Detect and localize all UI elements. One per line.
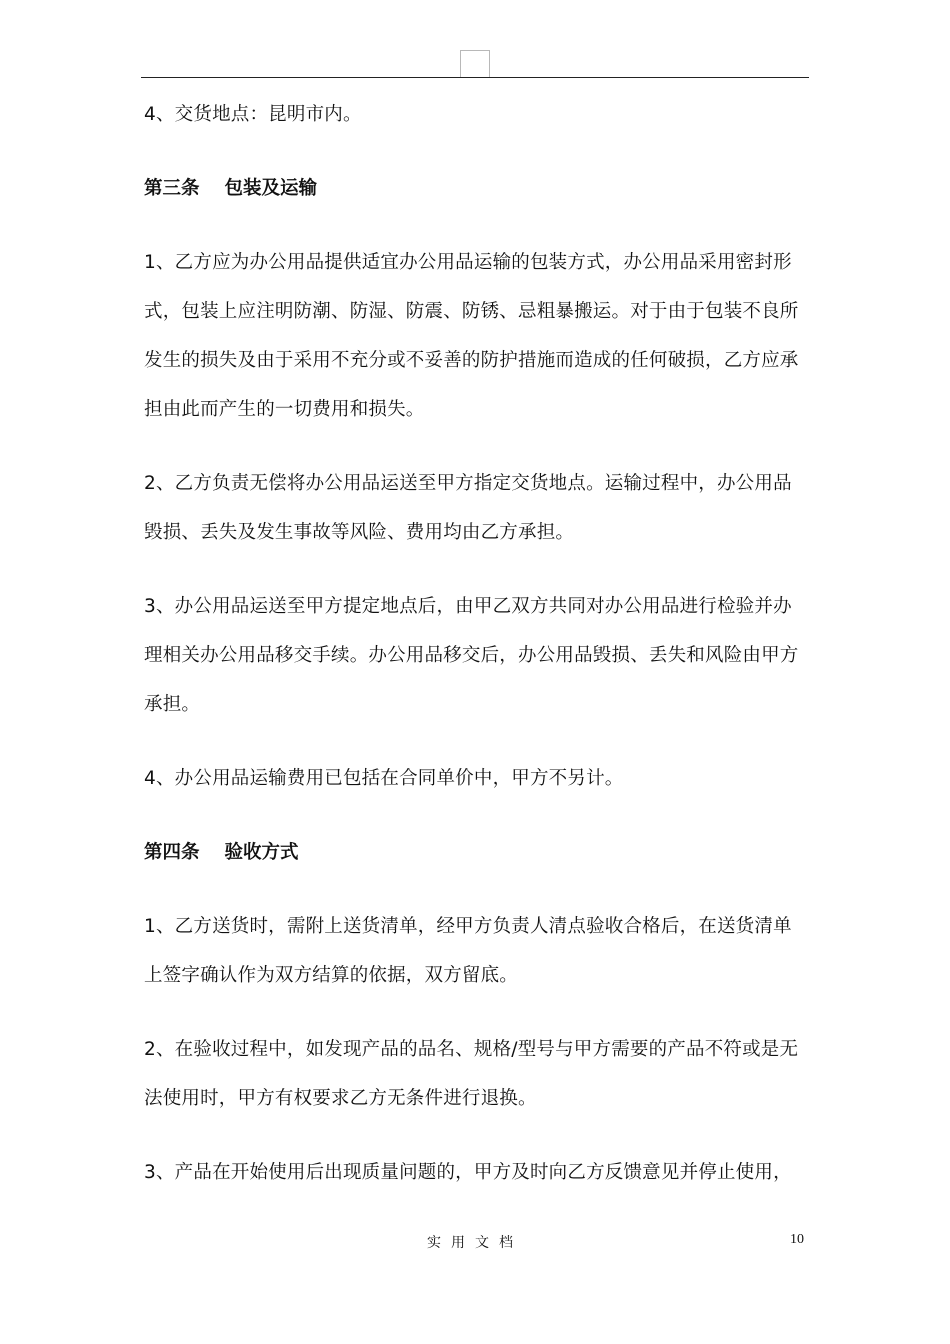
paragraph-line: 式，包装上应注明防潮、防湿、防震、防锈、忌粗暴搬运。对于由于包装不良所 xyxy=(144,301,799,322)
footer-title: 实用文档 xyxy=(427,1235,523,1251)
paragraph-line: 4、交货地点：昆明市内。 xyxy=(144,104,362,125)
paragraph xyxy=(144,459,816,557)
paragraph-line: 上签字确认作为双方结算的依据，双方留底。 xyxy=(144,965,519,986)
paragraph xyxy=(144,1148,816,1197)
paragraph xyxy=(144,754,816,803)
paragraph-line: 发生的损失及由于采用不充分或不妥善的防护措施而造成的任何破损，乙方应承 xyxy=(144,350,799,371)
paragraph-line: 4、办公用品运输费用已包括在合同单价中，甲方不另计。 xyxy=(144,768,624,789)
paragraph-line: 3、产品在开始使用后出现质量问题的，甲方及时向乙方反馈意见并停止使用， xyxy=(144,1162,792,1183)
paragraph-line: 2、乙方负责无偿将办公用品运送至甲方指定交货地点。运输过程中，办公用品 xyxy=(144,473,792,494)
paragraph-line: 3、办公用品运送至甲方提定地点后，由甲乙双方共同对办公用品进行检验并办 xyxy=(144,596,792,617)
paragraph-line: 毁损、丢失及发生事故等风险、费用均由乙方承担。 xyxy=(144,522,575,543)
section-heading: 第四条 验收方式 xyxy=(144,842,299,863)
header-rule xyxy=(141,77,809,78)
paragraph-line: 1、乙方应为办公用品提供适宜办公用品运输的包装方式，办公用品采用密封形 xyxy=(144,252,792,273)
document-body xyxy=(144,90,816,1222)
paragraph xyxy=(144,238,816,434)
paragraph xyxy=(144,582,816,729)
paragraph-line: 担由此而产生的一切费用和损失。 xyxy=(144,399,425,420)
paragraph xyxy=(144,90,816,139)
paragraph-line: 法使用时，甲方有权要求乙方无条件进行退换。 xyxy=(144,1088,537,1109)
paragraph xyxy=(144,902,816,1000)
paragraph-line: 理相关办公用品移交手续。办公用品移交后，办公用品毁损、丢失和风险由甲方 xyxy=(144,645,799,666)
paragraph-line: 1、乙方送货时，需附上送货清单，经甲方负责人清点验收合格后，在送货清单 xyxy=(144,916,792,937)
paragraph-line: 承担。 xyxy=(144,694,201,715)
paragraph xyxy=(144,1025,816,1123)
paragraph-line: 2、在验收过程中，如发现产品的品名、规格/型号与甲方需要的产品不符或是无 xyxy=(144,1039,799,1060)
header-tab-box xyxy=(460,50,490,78)
page-number: 10 xyxy=(790,1232,804,1247)
section-heading: 第三条 包装及运输 xyxy=(144,178,317,199)
